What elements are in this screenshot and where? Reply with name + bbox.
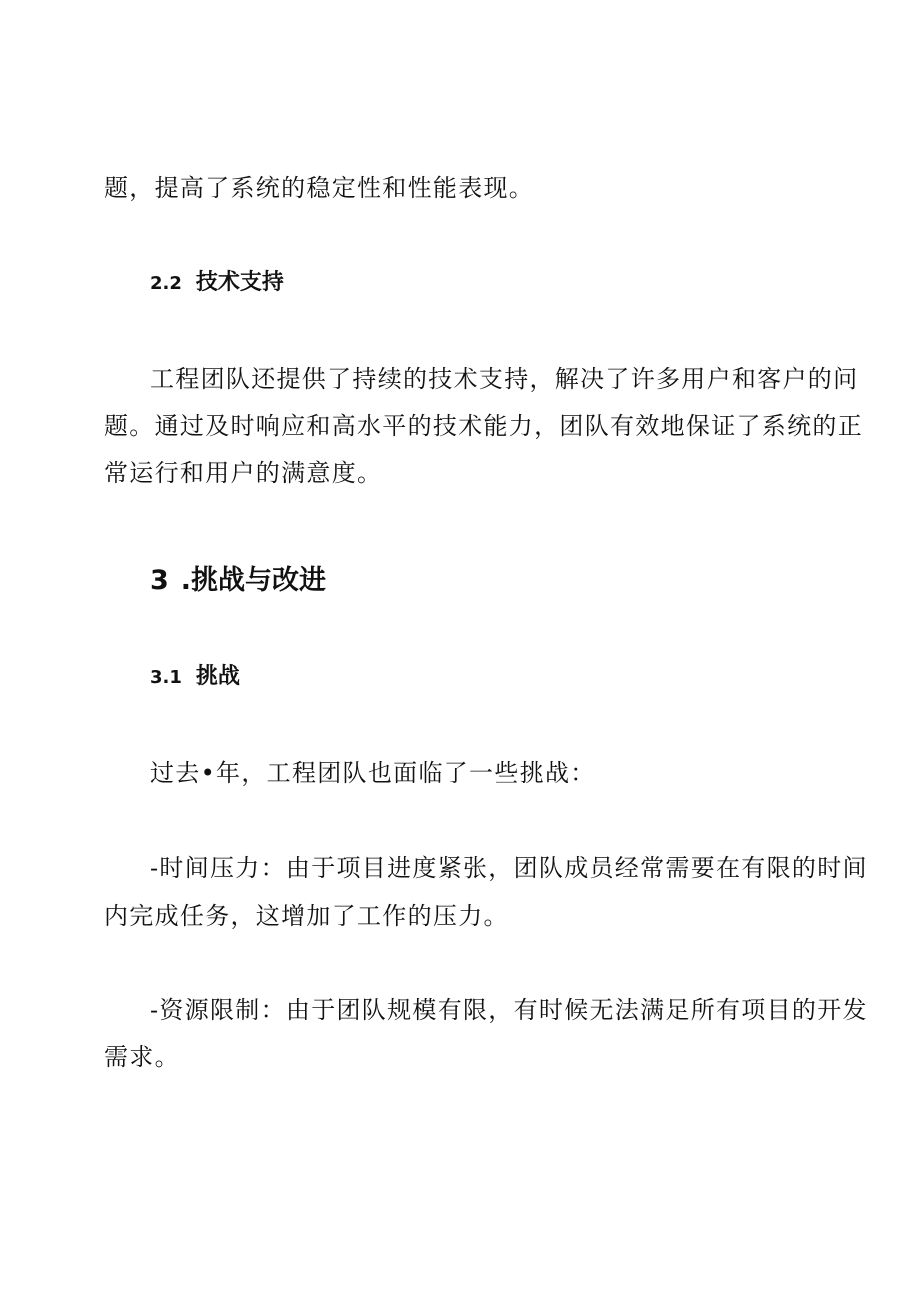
list-item-line: -资源限制：由于团队规模有限，有时候无法满足所有项目的开发 (150, 996, 868, 1024)
paragraph-line: 过去•年，工程团队也面临了一些挑战： (150, 759, 596, 787)
section-number: 2.2 (150, 273, 182, 294)
paragraph-continuation-line: 题，提高了系统的稳定性和性能表现。 (104, 174, 535, 202)
section-heading-3-1 (150, 662, 240, 693)
section-heading-3 (150, 563, 326, 599)
section-title: .挑战与改进 (180, 565, 327, 596)
section-number: 3 (150, 565, 169, 596)
section-heading-2-2 (150, 268, 284, 299)
section-title: 挑战 (195, 664, 240, 689)
section-number: 3.1 (150, 667, 182, 688)
list-item-line: 内完成任务，这增加了工作的压力。 (104, 902, 509, 930)
list-item-line: -时间压力：由于项目进度紧张，团队成员经常需要在有限的时间 (150, 854, 868, 882)
paragraph-line: 题。通过及时响应和高水平的技术能力，团队有效地保证了系统的正 (104, 412, 863, 440)
paragraph-line: 常运行和用户的满意度。 (104, 459, 383, 487)
list-item-line: 需求。 (104, 1043, 180, 1071)
section-title: 技术支持 (195, 270, 284, 295)
paragraph-line: 工程团队还提供了持续的技术支持，解决了许多用户和客户的问 (150, 365, 859, 393)
